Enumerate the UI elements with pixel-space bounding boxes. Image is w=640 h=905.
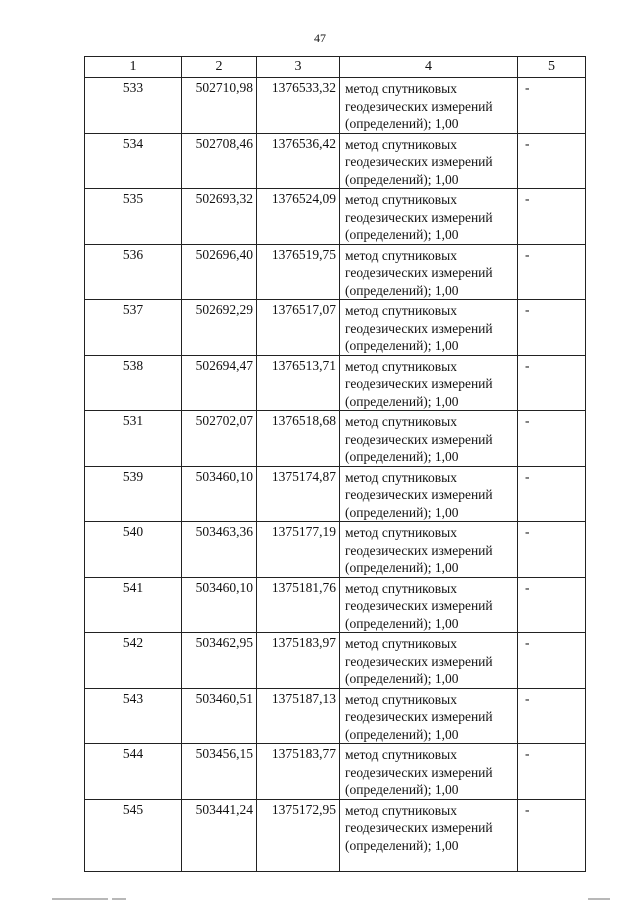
x-coordinate-cell: 503441,24 — [182, 799, 257, 871]
extra-cell: - — [518, 577, 586, 633]
method-line: геодезических измерений — [345, 209, 493, 225]
table-row — [85, 522, 586, 578]
method-line: геодезических измерений — [345, 431, 493, 447]
method-line: метод спутниковых — [345, 747, 457, 762]
point-number-cell: 540 — [85, 522, 182, 578]
x-coordinate-cell: 503460,51 — [182, 688, 257, 744]
method-line: (определений); 1,00 — [345, 504, 459, 520]
method-cell — [340, 466, 518, 522]
method-line: метод спутниковых — [345, 580, 457, 596]
method-cell — [340, 244, 518, 300]
y-coordinate-cell: 1375174,87 — [257, 466, 340, 522]
table-row — [85, 300, 586, 356]
column-header-3: 3 — [257, 57, 340, 78]
x-coordinate-cell: 503460,10 — [182, 577, 257, 633]
point-number-cell: 535 — [85, 189, 182, 245]
column-header-2: 2 — [182, 57, 257, 78]
y-coordinate-cell: 1375177,19 — [257, 522, 340, 578]
column-header-5: 5 — [518, 57, 586, 78]
scan-artifact-mark — [52, 898, 108, 900]
table-row — [85, 411, 586, 467]
extra-cell: - — [518, 411, 586, 467]
page-number: 47 — [314, 31, 326, 45]
x-coordinate-cell: 503463,36 — [182, 522, 257, 578]
method-line: геодезических измерений — [345, 764, 493, 780]
scan-artifact-mark — [588, 898, 610, 900]
extra-cell: - — [518, 189, 586, 245]
extra-cell: - — [518, 799, 586, 871]
y-coordinate-cell: 1376518,68 — [257, 411, 340, 467]
method-line: (определений); 1,00 — [345, 227, 459, 242]
method-line: геодезических измерений — [345, 376, 493, 391]
method-line: геодезических измерений — [345, 709, 493, 724]
method-line: (определений); 1,00 — [345, 782, 459, 797]
coordinates-table — [84, 56, 586, 872]
method-line: (определений); 1,00 — [345, 449, 459, 464]
table-row — [85, 688, 586, 744]
method-line: геодезических измерений — [345, 98, 493, 114]
point-number-cell: 539 — [85, 466, 182, 522]
y-coordinate-cell: 1376524,09 — [257, 189, 340, 245]
extra-cell: - — [518, 688, 586, 744]
x-coordinate-cell: 502696,40 — [182, 244, 257, 300]
x-coordinate-cell: 502694,47 — [182, 355, 257, 411]
y-coordinate-cell: 1375172,95 — [257, 799, 340, 871]
y-coordinate-cell: 1376536,42 — [257, 133, 340, 189]
method-line: метод спутниковых — [345, 247, 457, 263]
column-header-1: 1 — [85, 57, 182, 78]
table-body — [85, 78, 586, 872]
point-number-cell: 536 — [85, 244, 182, 300]
method-line: (определений); 1,00 — [345, 171, 459, 187]
y-coordinate-cell: 1376517,07 — [257, 300, 340, 356]
method-line: геодезических измерений — [345, 653, 493, 669]
extra-cell: - — [518, 466, 586, 522]
point-number-cell: 544 — [85, 744, 182, 800]
method-cell — [340, 355, 518, 411]
method-line: геодезических измерений — [345, 542, 493, 558]
method-line: (определений); 1,00 — [345, 560, 459, 575]
method-line: (определений); 1,00 — [345, 338, 459, 353]
method-line: метод спутниковых — [345, 136, 457, 152]
method-cell — [340, 688, 518, 744]
y-coordinate-cell: 1376533,32 — [257, 78, 340, 134]
point-number-cell: 543 — [85, 688, 182, 744]
y-coordinate-cell: 1376513,71 — [257, 355, 340, 411]
point-number-cell: 538 — [85, 355, 182, 411]
point-number-cell: 531 — [85, 411, 182, 467]
method-line: метод спутниковых — [345, 81, 457, 96]
point-number-cell: 534 — [85, 133, 182, 189]
x-coordinate-cell: 502710,98 — [182, 78, 257, 134]
method-line: геодезических измерений — [345, 820, 493, 835]
table-row — [85, 133, 586, 189]
method-line: (определений); 1,00 — [345, 671, 459, 686]
point-number-cell: 541 — [85, 577, 182, 633]
table-row — [85, 189, 586, 245]
point-number-cell: 542 — [85, 633, 182, 689]
scan-artifact-mark — [112, 898, 126, 900]
y-coordinate-cell: 1375183,77 — [257, 744, 340, 800]
method-cell — [340, 133, 518, 189]
method-line: геодезических измерений — [345, 154, 493, 169]
method-line: метод спутниковых — [345, 691, 457, 707]
point-number-cell: 545 — [85, 799, 182, 871]
method-line: метод спутниковых — [345, 192, 457, 207]
method-cell — [340, 411, 518, 467]
method-line: (определений); 1,00 — [345, 282, 459, 298]
method-line: геодезических измерений — [345, 487, 493, 502]
x-coordinate-cell: 502708,46 — [182, 133, 257, 189]
method-line: (определений); 1,00 — [345, 726, 459, 742]
point-number-cell: 537 — [85, 300, 182, 356]
method-line: метод спутниковых — [345, 414, 457, 429]
x-coordinate-cell: 502702,07 — [182, 411, 257, 467]
x-coordinate-cell: 502693,32 — [182, 189, 257, 245]
extra-cell: - — [518, 300, 586, 356]
method-line: геодезических измерений — [345, 320, 493, 336]
y-coordinate-cell: 1375181,76 — [257, 577, 340, 633]
extra-cell: - — [518, 633, 586, 689]
y-coordinate-cell: 1375183,97 — [257, 633, 340, 689]
x-coordinate-cell: 503462,95 — [182, 633, 257, 689]
table-row — [85, 355, 586, 411]
point-number-cell: 533 — [85, 78, 182, 134]
method-line: метод спутниковых — [345, 358, 457, 374]
x-coordinate-cell: 503456,15 — [182, 744, 257, 800]
method-line: метод спутниковых — [345, 802, 457, 818]
method-line: (определений); 1,00 — [345, 116, 459, 131]
table-row — [85, 799, 586, 871]
method-line: геодезических измерений — [345, 598, 493, 613]
method-line: (определений); 1,00 — [345, 393, 459, 409]
table-row — [85, 244, 586, 300]
method-cell — [340, 633, 518, 689]
table-header-row — [85, 57, 586, 78]
x-coordinate-cell: 502692,29 — [182, 300, 257, 356]
extra-cell: - — [518, 522, 586, 578]
method-cell — [340, 300, 518, 356]
table-row — [85, 633, 586, 689]
method-line: геодезических измерений — [345, 265, 493, 280]
y-coordinate-cell: 1375187,13 — [257, 688, 340, 744]
method-line: (определений); 1,00 — [345, 615, 459, 631]
method-line: метод спутниковых — [345, 636, 457, 651]
table-row — [85, 577, 586, 633]
y-coordinate-cell: 1376519,75 — [257, 244, 340, 300]
extra-cell: - — [518, 133, 586, 189]
method-cell — [340, 577, 518, 633]
table-row — [85, 78, 586, 134]
method-cell — [340, 744, 518, 800]
table-row — [85, 466, 586, 522]
method-cell — [340, 522, 518, 578]
x-coordinate-cell: 503460,10 — [182, 466, 257, 522]
method-cell — [340, 189, 518, 245]
method-cell — [340, 799, 518, 871]
extra-cell: - — [518, 744, 586, 800]
method-line: метод спутниковых — [345, 525, 457, 540]
method-line: (определений); 1,00 — [345, 837, 459, 853]
method-cell — [340, 78, 518, 134]
column-header-4: 4 — [340, 57, 518, 78]
method-line: метод спутниковых — [345, 469, 457, 485]
extra-cell: - — [518, 244, 586, 300]
table-row — [85, 744, 586, 800]
extra-cell: - — [518, 355, 586, 411]
method-line: метод спутниковых — [345, 303, 457, 318]
extra-cell: - — [518, 78, 586, 134]
